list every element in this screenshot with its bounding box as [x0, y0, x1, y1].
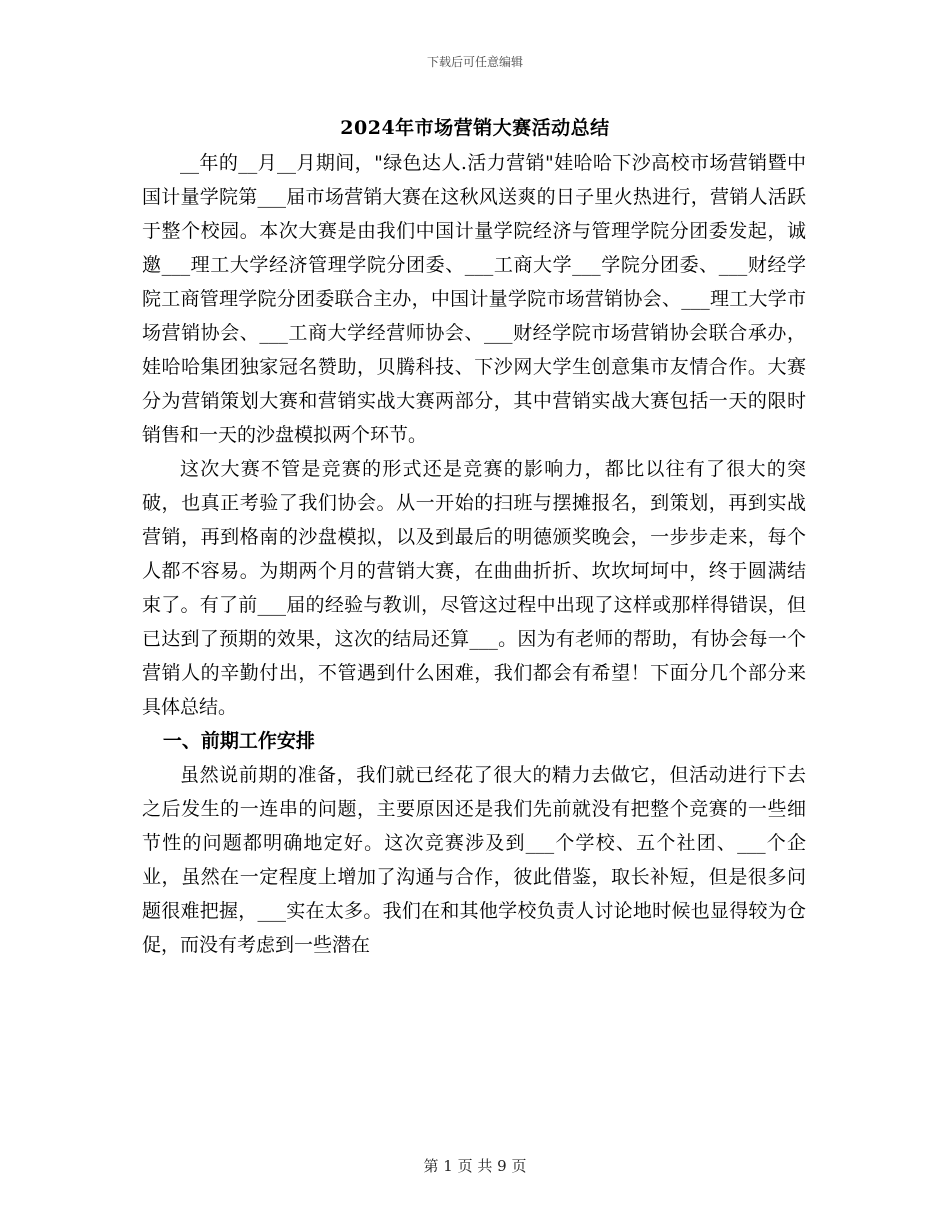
paragraph-preparation: 虽然说前期的准备，我们就已经花了很大的精力去做它，但活动进行下去之后发生的一连串的问题，主要原因还是我们先前就没有把整个竞赛的一些细节性的问题都明确地定好。这次竞赛涉及到___个学校、五个社团、___个企业，虽然在一定程度上增加了沟通与合作，彼此借鉴，取长补短，但是很多问题很难把握，___实在太多。我们在和其他学校负责人讨论地时候也显得较为仓促，而没有考虑到一些潜在 — [142, 764, 806, 956]
document-body — [142, 146, 806, 962]
page-footer: 第 1 页 共 9 页 — [423, 1157, 527, 1175]
paragraph-review: 这次大赛不管是竞赛的形式还是竞赛的影响力，都比以往有了很大的突破，也真正考验了我们协会。从一开始的扫班与摆摊报名，到策划，再到实战营销，再到格南的沙盘模拟，以及到最后的明德颁奖晚会，一步步走来，每个人都不容易。为期两个月的营销大赛，在曲曲折折、坎坎坷坷中，终于圆满结束了。有了前___届的经验与教训，尽管这过程中出现了这样或那样得错误，但已达到了预期的效果，这次的结局还算___。因为有老师的帮助，有协会每一个营销人的辛勤付出，不管遇到什么困难，我们都会有希望！下面分几个部分来具体总结。 — [142, 458, 806, 718]
document-title: 2024年市场营销大赛活动总结 — [340, 117, 610, 139]
paragraph-intro: __年的__月__月期间，"绿色达人.活力营销"娃哈哈下沙高校市场营销暨中国计量学院第___届市场营销大赛在这秋风送爽的日子里火热进行，营销人活跃于整个校园。本次大赛是由我们中国计量学院经济与管理学院分团委发起，诚邀___理工大学经济管理学院分团委、___工商大学___学院分团委、___财经学院工商管理学院分团委联合主办，中国计量学院市场营销协会、___理工大学市场营销协会、___工商大学经营师协会、___财经学院市场营销协会联合承办，娃哈哈集团独家冠名赞助，贝腾科技、下沙网大学生创意集市友情合作。大赛分为营销策划大赛和营销实战大赛两部分，其中营销实战大赛包括一天的限时销售和一天的沙盘模拟两个环节。 — [142, 152, 806, 446]
section-heading-preparation: 一、前期工作安排 — [162, 730, 315, 752]
header-note: 下载后可任意编辑 — [426, 55, 523, 69]
